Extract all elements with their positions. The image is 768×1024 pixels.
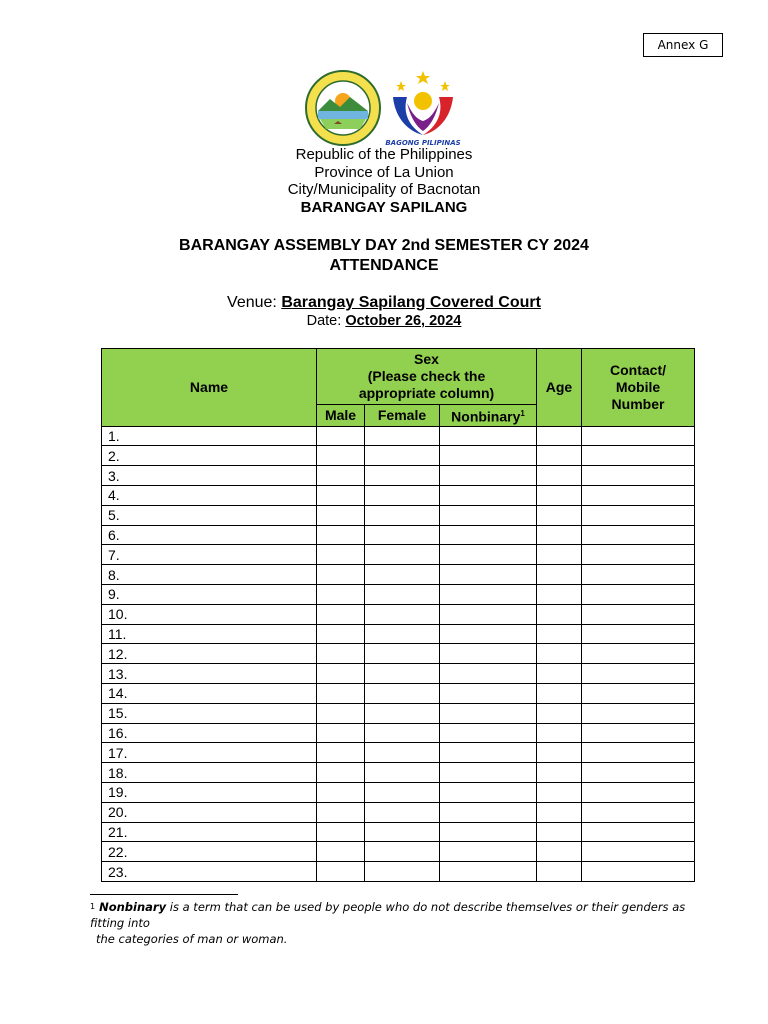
table-row bbox=[102, 723, 695, 743]
age-cell[interactable] bbox=[537, 525, 582, 545]
nonbinary-cell[interactable] bbox=[440, 763, 537, 783]
age-cell[interactable] bbox=[537, 466, 582, 486]
contact-cell[interactable] bbox=[582, 862, 695, 882]
name-cell[interactable]: 11. bbox=[102, 624, 317, 644]
nonbinary-cell[interactable] bbox=[440, 644, 537, 664]
female-cell[interactable] bbox=[365, 862, 440, 882]
contact-cell[interactable] bbox=[582, 505, 695, 525]
attendance-rows bbox=[102, 426, 695, 881]
female-cell[interactable] bbox=[365, 763, 440, 783]
contact-cell[interactable] bbox=[582, 466, 695, 486]
contact-cell[interactable] bbox=[582, 486, 695, 506]
footnote-text-2: the categories of man or woman. bbox=[96, 932, 288, 946]
name-cell[interactable]: 18. bbox=[102, 763, 317, 783]
name-cell[interactable]: 10. bbox=[102, 604, 317, 624]
nonbinary-cell[interactable] bbox=[440, 783, 537, 803]
nonbinary-cell[interactable] bbox=[440, 802, 537, 822]
female-cell[interactable] bbox=[365, 446, 440, 466]
name-cell[interactable]: 3. bbox=[102, 466, 317, 486]
name-cell[interactable]: 22. bbox=[102, 842, 317, 862]
contact-cell[interactable] bbox=[582, 426, 695, 446]
table-row bbox=[102, 644, 695, 664]
male-cell[interactable] bbox=[317, 684, 365, 704]
contact-cell[interactable] bbox=[582, 525, 695, 545]
nonbinary-cell[interactable] bbox=[440, 426, 537, 446]
table-row bbox=[102, 585, 695, 605]
nonbinary-cell[interactable] bbox=[440, 723, 537, 743]
male-cell[interactable] bbox=[317, 743, 365, 763]
male-cell[interactable] bbox=[317, 565, 365, 585]
table-row bbox=[102, 703, 695, 723]
nonbinary-cell[interactable] bbox=[440, 446, 537, 466]
bagong-pilipinas-text: BAGONG PILIPINAS bbox=[385, 139, 461, 147]
male-cell[interactable] bbox=[317, 486, 365, 506]
age-cell[interactable] bbox=[537, 545, 582, 565]
table-row bbox=[102, 664, 695, 684]
column-header-nonbinary bbox=[440, 405, 537, 427]
table-row bbox=[102, 446, 695, 466]
male-cell[interactable] bbox=[317, 783, 365, 803]
table-row bbox=[102, 604, 695, 624]
column-header-contact: Contact/ Mobile Number bbox=[582, 349, 695, 427]
age-cell[interactable] bbox=[537, 664, 582, 684]
annex-label: Annex G bbox=[643, 33, 723, 57]
letterhead bbox=[0, 146, 768, 216]
female-cell[interactable] bbox=[365, 486, 440, 506]
age-cell[interactable] bbox=[537, 802, 582, 822]
column-header-name: Name bbox=[102, 349, 317, 427]
female-cell[interactable] bbox=[365, 466, 440, 486]
table-row bbox=[102, 684, 695, 704]
name-cell[interactable]: 19. bbox=[102, 783, 317, 803]
contact-cell[interactable] bbox=[582, 723, 695, 743]
table-row bbox=[102, 426, 695, 446]
female-cell[interactable] bbox=[365, 624, 440, 644]
date-line bbox=[0, 313, 768, 329]
contact-cell[interactable] bbox=[582, 664, 695, 684]
sex-label: Sex bbox=[414, 351, 439, 367]
nonbinary-cell[interactable] bbox=[440, 842, 537, 862]
nonbinary-cell[interactable] bbox=[440, 822, 537, 842]
name-cell[interactable]: 20. bbox=[102, 802, 317, 822]
female-cell[interactable] bbox=[365, 644, 440, 664]
name-cell[interactable]: 23. bbox=[102, 862, 317, 882]
male-cell[interactable] bbox=[317, 426, 365, 446]
contact-cell[interactable] bbox=[582, 446, 695, 466]
male-cell[interactable] bbox=[317, 723, 365, 743]
contact-cell[interactable] bbox=[582, 684, 695, 704]
contact-cell[interactable] bbox=[582, 783, 695, 803]
name-cell[interactable]: 8. bbox=[102, 565, 317, 585]
bagong-pilipinas-logo bbox=[383, 67, 463, 149]
female-cell[interactable] bbox=[365, 604, 440, 624]
name-cell[interactable]: 17. bbox=[102, 743, 317, 763]
contact-cell[interactable] bbox=[582, 604, 695, 624]
nonbinary-cell[interactable] bbox=[440, 703, 537, 723]
age-cell[interactable] bbox=[537, 585, 582, 605]
name-cell[interactable]: 5. bbox=[102, 505, 317, 525]
nonbinary-cell[interactable] bbox=[440, 565, 537, 585]
footnote-separator bbox=[90, 894, 238, 895]
table-row bbox=[102, 525, 695, 545]
male-cell[interactable] bbox=[317, 802, 365, 822]
contact-cell[interactable] bbox=[582, 763, 695, 783]
contact-cell[interactable] bbox=[582, 565, 695, 585]
male-cell[interactable] bbox=[317, 505, 365, 525]
age-cell[interactable] bbox=[537, 723, 582, 743]
female-cell[interactable] bbox=[365, 842, 440, 862]
name-cell[interactable]: 12. bbox=[102, 644, 317, 664]
age-cell[interactable] bbox=[537, 703, 582, 723]
male-cell[interactable] bbox=[317, 664, 365, 684]
age-cell[interactable] bbox=[537, 842, 582, 862]
age-cell[interactable] bbox=[537, 505, 582, 525]
contact-cell[interactable] bbox=[582, 545, 695, 565]
table-row bbox=[102, 862, 695, 882]
table-row bbox=[102, 505, 695, 525]
title-line-2: ATTENDANCE bbox=[329, 256, 439, 274]
venue-line bbox=[0, 294, 768, 312]
date-value: October 26, 2024 bbox=[345, 313, 462, 329]
table-row bbox=[102, 624, 695, 644]
table-row bbox=[102, 486, 695, 506]
male-cell[interactable] bbox=[317, 822, 365, 842]
female-cell[interactable] bbox=[365, 743, 440, 763]
nonbinary-cell[interactable] bbox=[440, 684, 537, 704]
footnote bbox=[90, 899, 690, 947]
nonbinary-label: Nonbinary bbox=[451, 408, 521, 425]
venue-label: Venue: bbox=[227, 294, 277, 311]
female-cell[interactable] bbox=[365, 703, 440, 723]
name-cell[interactable]: 14. bbox=[102, 684, 317, 704]
male-cell[interactable] bbox=[317, 525, 365, 545]
male-cell[interactable] bbox=[317, 624, 365, 644]
male-cell[interactable] bbox=[317, 644, 365, 664]
nonbinary-cell[interactable] bbox=[440, 505, 537, 525]
male-cell[interactable] bbox=[317, 466, 365, 486]
republic-line: Republic of the Philippines bbox=[295, 146, 473, 163]
contact-cell[interactable] bbox=[582, 585, 695, 605]
table-row bbox=[102, 783, 695, 803]
contact-cell[interactable] bbox=[582, 743, 695, 763]
nonbinary-cell[interactable] bbox=[440, 466, 537, 486]
table-row bbox=[102, 842, 695, 862]
column-header-female: Female bbox=[365, 405, 440, 427]
age-cell[interactable] bbox=[537, 743, 582, 763]
nonbinary-cell[interactable] bbox=[440, 525, 537, 545]
female-cell[interactable] bbox=[365, 426, 440, 446]
contact-cell[interactable] bbox=[582, 842, 695, 862]
nonbinary-cell[interactable] bbox=[440, 486, 537, 506]
footnote-text-1: is a term that can be used by people who do not describe themselves or their genders as fitting into bbox=[90, 900, 686, 930]
male-cell[interactable] bbox=[317, 763, 365, 783]
column-header-sex bbox=[317, 349, 537, 405]
male-cell[interactable] bbox=[317, 585, 365, 605]
age-cell[interactable] bbox=[537, 822, 582, 842]
female-cell[interactable] bbox=[365, 664, 440, 684]
female-cell[interactable] bbox=[365, 545, 440, 565]
nonbinary-cell[interactable] bbox=[440, 664, 537, 684]
nonbinary-cell[interactable] bbox=[440, 743, 537, 763]
male-cell[interactable] bbox=[317, 545, 365, 565]
nonbinary-cell[interactable] bbox=[440, 604, 537, 624]
male-cell[interactable] bbox=[317, 842, 365, 862]
age-cell[interactable] bbox=[537, 446, 582, 466]
male-cell[interactable] bbox=[317, 862, 365, 882]
female-cell[interactable] bbox=[365, 723, 440, 743]
contact-cell[interactable] bbox=[582, 822, 695, 842]
male-cell[interactable] bbox=[317, 703, 365, 723]
table-row bbox=[102, 802, 695, 822]
column-header-male: Male bbox=[317, 405, 365, 427]
attendance-table bbox=[101, 348, 695, 882]
province-line: Province of La Union bbox=[314, 163, 454, 181]
name-cell[interactable]: 9. bbox=[102, 585, 317, 605]
age-cell[interactable] bbox=[537, 624, 582, 644]
table-row bbox=[102, 822, 695, 842]
table-row bbox=[102, 466, 695, 486]
title-line-1: BARANGAY ASSEMBLY DAY 2nd SEMESTER CY 2024 bbox=[179, 237, 589, 254]
date-label: Date: bbox=[306, 313, 342, 329]
age-cell[interactable] bbox=[537, 644, 582, 664]
footnote-reference: 1 bbox=[520, 409, 525, 418]
age-cell[interactable] bbox=[537, 783, 582, 803]
age-cell[interactable] bbox=[537, 426, 582, 446]
age-cell[interactable] bbox=[537, 565, 582, 585]
name-cell[interactable]: 1. bbox=[102, 426, 317, 446]
column-header-age: Age bbox=[537, 349, 582, 427]
male-cell[interactable] bbox=[317, 604, 365, 624]
barangay-seal-logo bbox=[304, 69, 382, 147]
nonbinary-cell[interactable] bbox=[440, 862, 537, 882]
contact-cell[interactable] bbox=[582, 703, 695, 723]
female-cell[interactable] bbox=[365, 525, 440, 545]
nonbinary-cell[interactable] bbox=[440, 585, 537, 605]
female-cell[interactable] bbox=[365, 822, 440, 842]
male-cell[interactable] bbox=[317, 446, 365, 466]
female-cell[interactable] bbox=[365, 684, 440, 704]
nonbinary-cell[interactable] bbox=[440, 545, 537, 565]
municipality-line: City/Municipality of Bacnotan bbox=[287, 181, 481, 198]
age-cell[interactable] bbox=[537, 862, 582, 882]
table-row bbox=[102, 763, 695, 783]
document-title bbox=[0, 236, 768, 275]
female-cell[interactable] bbox=[365, 802, 440, 822]
name-cell[interactable]: 2. bbox=[102, 446, 317, 466]
contact-cell[interactable] bbox=[582, 644, 695, 664]
footnote-term: Nonbinary bbox=[99, 900, 167, 914]
sex-note: (Please check the appropriate column) bbox=[358, 368, 495, 401]
name-cell[interactable]: 6. bbox=[102, 525, 317, 545]
name-cell[interactable]: 4. bbox=[102, 486, 317, 506]
age-cell[interactable] bbox=[537, 763, 582, 783]
venue-value: Barangay Sapilang Covered Court bbox=[281, 294, 541, 311]
nonbinary-cell[interactable] bbox=[440, 624, 537, 644]
table-row bbox=[102, 565, 695, 585]
age-cell[interactable] bbox=[537, 486, 582, 506]
name-cell[interactable]: 16. bbox=[102, 723, 317, 743]
name-cell[interactable]: 15. bbox=[102, 703, 317, 723]
barangay-line: BARANGAY SAPILANG bbox=[300, 198, 468, 216]
name-cell[interactable]: 21. bbox=[102, 822, 317, 842]
age-cell[interactable] bbox=[537, 684, 582, 704]
female-cell[interactable] bbox=[365, 783, 440, 803]
age-cell[interactable] bbox=[537, 604, 582, 624]
female-cell[interactable] bbox=[365, 505, 440, 525]
footnote-marker: 1 bbox=[90, 902, 96, 911]
contact-cell[interactable] bbox=[582, 802, 695, 822]
name-cell[interactable]: 7. bbox=[102, 545, 317, 565]
name-cell[interactable]: 13. bbox=[102, 664, 317, 684]
female-cell[interactable] bbox=[365, 565, 440, 585]
table-row bbox=[102, 743, 695, 763]
female-cell[interactable] bbox=[365, 585, 440, 605]
contact-cell[interactable] bbox=[582, 624, 695, 644]
table-row bbox=[102, 545, 695, 565]
